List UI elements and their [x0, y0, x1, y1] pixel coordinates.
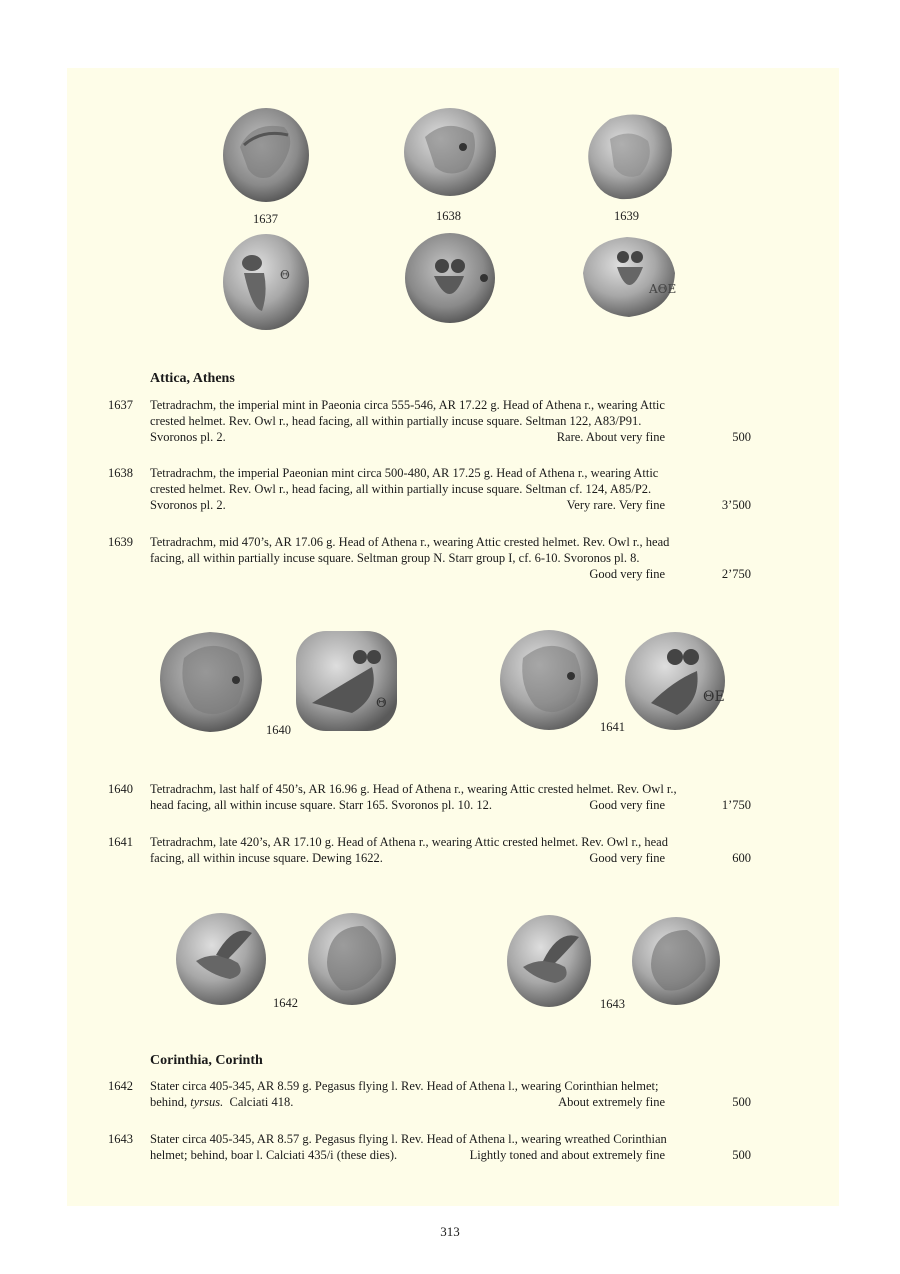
lot-price: 500: [732, 1148, 751, 1162]
lot-line: crested helmet. Rev. Owl r., head facing, all within partially incuse square. Seltman cf. 124, A85/P2.: [150, 482, 652, 496]
lot-line: Tetradrachm, last half of 450’s, AR 16.96 g. Head of Athena r., wearing Attic crested helmet. Rev. Owl r.,: [150, 782, 677, 796]
lot-grade: Good very fine: [589, 851, 665, 865]
lot-description: [150, 534, 751, 582]
svg-text:ΑΘΕ: ΑΘΕ: [649, 282, 677, 296]
lot-number: 1639: [108, 535, 133, 549]
coin-1640-obverse: [154, 628, 267, 736]
lot-line-italic: tyrsus.: [190, 1095, 224, 1109]
coin-1637-obverse: [222, 107, 310, 203]
coin-1643-obverse: [507, 915, 592, 1008]
coin-1640-reverse: [292, 627, 401, 735]
lot-line: Tetradrachm, late 420’s, AR 17.10 g. Head of Athena r., wearing Attic crested helmet. Rev. Owl r., head: [150, 835, 668, 849]
lot-description: [150, 1131, 751, 1163]
lot-line: Stater circa 405-345, AR 8.57 g. Pegasus flying l. Rev. Head of Athena l., wearing wreathed Corinthian: [150, 1132, 667, 1146]
coin-label-1642: 1642: [273, 996, 298, 1010]
lot-line: head facing, all within incuse square. Starr 165. Svoronos pl. 10. 12.: [150, 798, 492, 812]
coin-1642-obverse: [176, 913, 267, 1006]
lot-line: Tetradrachm, mid 470’s, AR 17.06 g. Head of Athena r., wearing Attic crested helmet. Rev. Owl r., head: [150, 535, 670, 549]
svg-text:Θ: Θ: [376, 696, 387, 711]
lot-line: crested helmet. Rev. Owl r., head facing, all within partially incuse square. Seltman 122, A83/P91.: [150, 414, 642, 428]
lot-grade: Good very fine: [589, 798, 665, 812]
lot-line: Svoronos pl. 2.: [150, 430, 226, 444]
coin-1642-reverse: [307, 912, 397, 1006]
lot-line: Stater circa 405-345, AR 8.59 g. Pegasus flying l. Rev. Head of Athena l., wearing Corinthian helmet;: [150, 1079, 659, 1093]
lot-number: 1638: [108, 466, 133, 480]
lot-line: Tetradrachm, the imperial Paeonian mint circa 500-480, AR 17.25 g. Head of Athena r., wearing Attic: [150, 466, 659, 480]
lot-price: 500: [732, 1095, 751, 1109]
coin-1638-reverse: [404, 232, 496, 324]
lot-price: 1’750: [721, 798, 751, 812]
lot-number: 1637: [108, 398, 133, 412]
coin-1639-obverse: [580, 109, 676, 203]
lot-price: 3’500: [721, 498, 751, 512]
svg-text:Θ: Θ: [280, 268, 290, 282]
lot-number: 1640: [108, 782, 133, 796]
lot-description: [150, 397, 751, 445]
lot-number: 1642: [108, 1079, 133, 1093]
lot-line: facing, all within partially incuse square. Seltman group N. Starr group I, cf. 6-10. Svoronos pl. 8.: [150, 551, 640, 565]
coin-1637-reverse: [222, 233, 310, 331]
lot-line: behind, tyrsus. Calciati 418.: [150, 1095, 294, 1109]
lot-description: [150, 465, 751, 513]
lot-description: [150, 834, 751, 866]
coin-1639-reverse: [577, 233, 678, 319]
lot-line: Svoronos pl. 2.: [150, 498, 226, 512]
lot-line: helmet; behind, boar l. Calciati 435/i (these dies).: [150, 1148, 398, 1162]
lot-grade: Good very fine: [589, 567, 665, 581]
lot-price: 500: [732, 430, 751, 444]
lot-price: 2’750: [721, 567, 751, 581]
coin-1643-reverse: [631, 916, 721, 1006]
coin-1641-obverse: [499, 630, 599, 731]
coin-1641-reverse: [625, 631, 726, 731]
coin-label-1637: 1637: [253, 212, 278, 226]
section-title-attica: Attica, Athens: [150, 371, 235, 386]
coin-label-1639: 1639: [614, 209, 639, 223]
coin-label-1638: 1638: [436, 209, 461, 223]
coin-1638-obverse: [403, 107, 497, 197]
lot-description: [150, 1078, 751, 1110]
lot-grade: Rare. About very fine: [556, 430, 665, 444]
lot-line: facing, all within incuse square. Dewing 1622.: [150, 851, 383, 865]
lot-price: 600: [732, 851, 751, 865]
lot-number: 1643: [108, 1132, 133, 1146]
lot-line: Tetradrachm, the imperial mint in Paeonia circa 555-546, AR 17.22 g. Head of Athena r., wearing Attic: [150, 398, 665, 412]
coin-label-1640: 1640: [266, 723, 291, 737]
coin-label-1641: 1641: [600, 720, 625, 734]
section-title-corinthia: Corinthia, Corinth: [150, 1053, 263, 1068]
coin-label-1643: 1643: [600, 997, 625, 1011]
svg-text:ΘΕ: ΘΕ: [703, 689, 725, 705]
lot-grade: About extremely fine: [558, 1095, 665, 1109]
lot-description: [150, 781, 751, 813]
page-number: 313: [440, 1224, 460, 1239]
lot-number: 1641: [108, 835, 133, 849]
lot-grade: Lightly toned and about extremely fine: [469, 1148, 665, 1162]
lot-grade: Very rare. Very fine: [566, 498, 665, 512]
